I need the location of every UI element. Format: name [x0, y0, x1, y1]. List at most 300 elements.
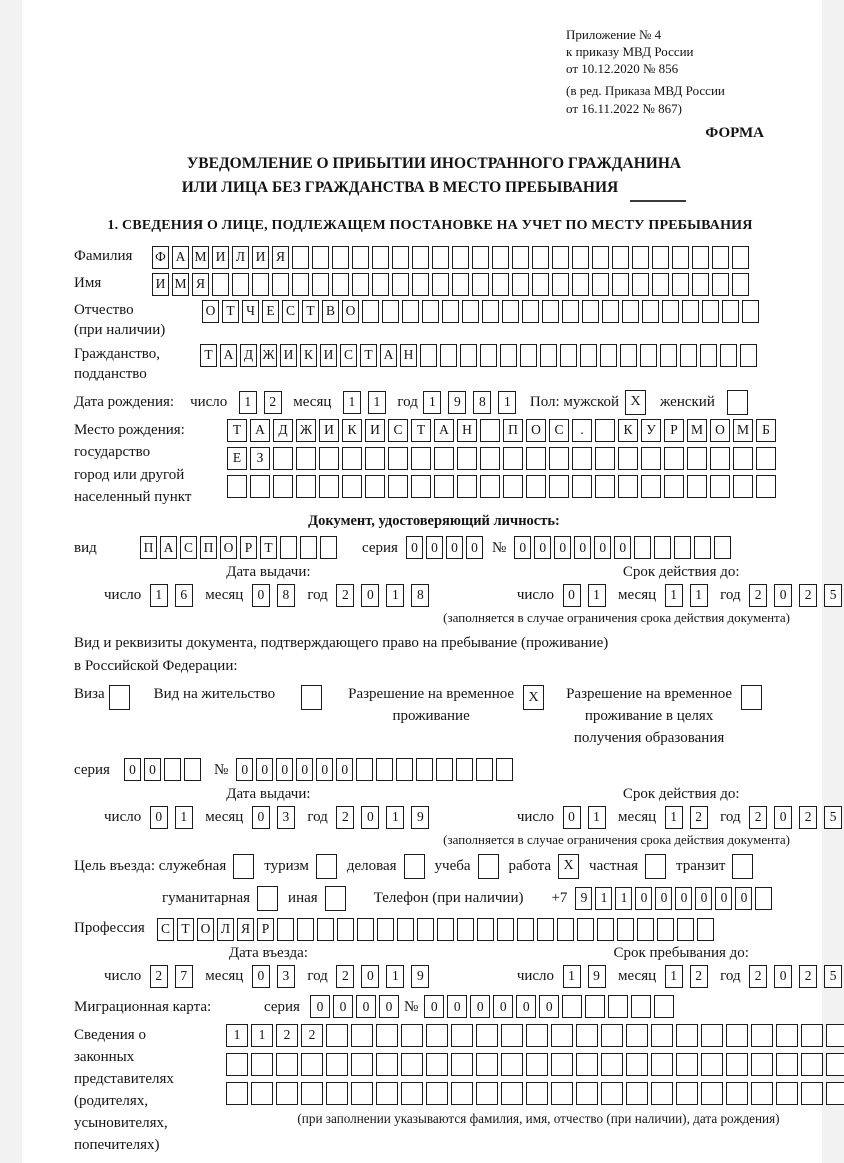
char-box[interactable]	[652, 273, 669, 296]
char-box[interactable]	[276, 1053, 298, 1076]
char-box[interactable]: 1	[239, 391, 257, 414]
char-box[interactable]	[542, 300, 559, 323]
char-box[interactable]	[460, 344, 477, 367]
char-box[interactable]	[618, 475, 638, 498]
char-box[interactable]	[388, 447, 408, 470]
char-box[interactable]: Е	[262, 300, 279, 323]
char-box[interactable]: М	[733, 419, 753, 442]
char-box[interactable]: Ж	[296, 419, 316, 442]
birth-day-boxes[interactable]	[235, 391, 285, 414]
stay-day-boxes[interactable]	[559, 965, 609, 988]
char-box[interactable]	[476, 1053, 498, 1076]
char-box[interactable]	[296, 475, 316, 498]
char-box[interactable]	[426, 1024, 448, 1047]
char-box[interactable]	[432, 273, 449, 296]
doc-type-boxes[interactable]	[140, 536, 340, 559]
char-box[interactable]	[756, 447, 776, 470]
char-box[interactable]: 0	[150, 806, 168, 829]
char-box[interactable]	[342, 475, 362, 498]
char-box[interactable]: X	[625, 390, 646, 415]
char-box[interactable]: 0	[675, 887, 692, 910]
residence-number-boxes[interactable]	[236, 758, 516, 781]
char-box[interactable]	[457, 475, 477, 498]
char-box[interactable]	[517, 918, 534, 941]
char-box[interactable]	[676, 1053, 698, 1076]
char-box[interactable]	[503, 475, 523, 498]
char-box[interactable]: О	[202, 300, 219, 323]
char-box[interactable]: З	[250, 447, 270, 470]
char-box[interactable]: Е	[227, 447, 247, 470]
char-box[interactable]	[664, 447, 684, 470]
char-box[interactable]	[651, 1024, 673, 1047]
char-box[interactable]	[432, 246, 449, 269]
char-box[interactable]: 9	[588, 965, 606, 988]
char-box[interactable]: Р	[664, 419, 684, 442]
char-box[interactable]: 0	[539, 995, 559, 1018]
char-box[interactable]: 0	[735, 887, 752, 910]
char-box[interactable]	[520, 344, 537, 367]
char-box[interactable]	[501, 1053, 523, 1076]
char-box[interactable]: 0	[774, 584, 792, 607]
char-box[interactable]	[751, 1053, 773, 1076]
char-box[interactable]	[365, 447, 385, 470]
char-box[interactable]: 1	[498, 391, 516, 414]
char-box[interactable]: 0	[424, 995, 444, 1018]
char-box[interactable]	[645, 854, 666, 879]
char-box[interactable]	[733, 447, 753, 470]
char-box[interactable]: 0	[124, 758, 141, 781]
char-box[interactable]	[426, 1053, 448, 1076]
char-box[interactable]: О	[526, 419, 546, 442]
char-box[interactable]	[526, 1053, 548, 1076]
char-box[interactable]: Я	[237, 918, 254, 941]
char-box[interactable]	[776, 1082, 798, 1105]
char-box[interactable]	[312, 273, 329, 296]
phone-boxes[interactable]	[575, 887, 775, 910]
char-box[interactable]: 0	[574, 536, 591, 559]
char-box[interactable]	[351, 1053, 373, 1076]
char-box[interactable]: 0	[252, 965, 270, 988]
char-box[interactable]	[726, 1024, 748, 1047]
char-box[interactable]	[608, 995, 628, 1018]
char-box[interactable]: 1	[175, 806, 193, 829]
char-box[interactable]	[212, 273, 229, 296]
char-box[interactable]	[411, 447, 431, 470]
char-box[interactable]	[332, 273, 349, 296]
visa-checkbox[interactable]	[109, 685, 130, 710]
char-box[interactable]: 2	[336, 806, 354, 829]
stay-month-boxes[interactable]	[661, 965, 711, 988]
char-box[interactable]: 0	[379, 995, 399, 1018]
char-box[interactable]	[351, 1024, 373, 1047]
char-box[interactable]	[512, 246, 529, 269]
char-box[interactable]	[417, 918, 434, 941]
char-box[interactable]: Н	[457, 419, 477, 442]
char-box[interactable]: С	[180, 536, 197, 559]
char-box[interactable]	[676, 1024, 698, 1047]
char-box[interactable]	[577, 918, 594, 941]
sex-female-checkbox[interactable]	[727, 390, 748, 415]
char-box[interactable]	[674, 536, 691, 559]
char-box[interactable]	[801, 1053, 823, 1076]
char-box[interactable]	[326, 1082, 348, 1105]
char-box[interactable]: 1	[588, 584, 606, 607]
char-box[interactable]: Т	[200, 344, 217, 367]
char-box[interactable]: И	[365, 419, 385, 442]
char-box[interactable]: М	[192, 246, 209, 269]
char-box[interactable]	[501, 1082, 523, 1105]
char-box[interactable]: 9	[448, 391, 466, 414]
char-box[interactable]	[472, 273, 489, 296]
char-box[interactable]	[602, 300, 619, 323]
char-box[interactable]	[476, 758, 493, 781]
char-box[interactable]	[472, 246, 489, 269]
char-box[interactable]	[437, 918, 454, 941]
char-box[interactable]: Т	[260, 536, 277, 559]
char-box[interactable]: Б	[756, 419, 776, 442]
char-box[interactable]	[497, 918, 514, 941]
char-box[interactable]: 8	[473, 391, 491, 414]
char-box[interactable]: 2	[690, 806, 708, 829]
char-box[interactable]	[402, 300, 419, 323]
char-box[interactable]	[595, 419, 615, 442]
char-box[interactable]	[277, 918, 294, 941]
char-box[interactable]: 1	[665, 584, 683, 607]
char-box[interactable]: 1	[226, 1024, 248, 1047]
char-box[interactable]: А	[434, 419, 454, 442]
char-box[interactable]: 0	[563, 806, 581, 829]
char-box[interactable]	[501, 1024, 523, 1047]
char-box[interactable]	[452, 273, 469, 296]
char-box[interactable]: 0	[466, 536, 483, 559]
char-box[interactable]: Д	[240, 344, 257, 367]
residence-valid-year-boxes[interactable]	[746, 806, 844, 829]
char-box[interactable]	[617, 918, 634, 941]
char-box[interactable]	[732, 854, 753, 879]
char-box[interactable]	[456, 758, 473, 781]
char-box[interactable]	[226, 1053, 248, 1076]
char-box[interactable]: 0	[635, 887, 652, 910]
char-box[interactable]	[826, 1082, 844, 1105]
char-box[interactable]	[532, 246, 549, 269]
char-box[interactable]	[280, 536, 297, 559]
char-box[interactable]: Я	[272, 246, 289, 269]
char-box[interactable]	[457, 918, 474, 941]
char-box[interactable]: М	[172, 273, 189, 296]
residence-issue-year-boxes[interactable]	[333, 806, 433, 829]
char-box[interactable]	[657, 918, 674, 941]
char-box[interactable]	[232, 273, 249, 296]
purpose-work-checkbox[interactable]	[558, 854, 579, 879]
surname-boxes[interactable]	[152, 246, 752, 269]
char-box[interactable]: Т	[227, 419, 247, 442]
char-box[interactable]	[233, 854, 254, 879]
char-box[interactable]	[480, 475, 500, 498]
char-box[interactable]	[396, 758, 413, 781]
char-box[interactable]: И	[320, 344, 337, 367]
char-box[interactable]	[526, 1082, 548, 1105]
char-box[interactable]	[300, 536, 317, 559]
char-box[interactable]: 1	[665, 806, 683, 829]
sex-male-checkbox[interactable]	[625, 390, 646, 415]
char-box[interactable]	[551, 1053, 573, 1076]
char-box[interactable]: Т	[360, 344, 377, 367]
char-box[interactable]	[562, 300, 579, 323]
char-box[interactable]	[572, 273, 589, 296]
char-box[interactable]: 0	[333, 995, 353, 1018]
char-box[interactable]: 2	[336, 965, 354, 988]
birth-place-row-3[interactable]	[227, 475, 779, 498]
char-box[interactable]	[712, 246, 729, 269]
rvp-checkbox[interactable]	[523, 685, 544, 710]
doc-series-boxes[interactable]	[406, 536, 486, 559]
char-box[interactable]: 0	[516, 995, 536, 1018]
char-box[interactable]: 2	[301, 1024, 323, 1047]
char-box[interactable]: О	[342, 300, 359, 323]
char-box[interactable]	[741, 685, 762, 710]
char-box[interactable]	[677, 918, 694, 941]
char-box[interactable]	[392, 246, 409, 269]
char-box[interactable]: О	[220, 536, 237, 559]
char-box[interactable]	[476, 1082, 498, 1105]
char-box[interactable]: И	[252, 246, 269, 269]
char-box[interactable]	[726, 1053, 748, 1076]
char-box[interactable]	[301, 685, 322, 710]
char-box[interactable]: 1	[368, 391, 386, 414]
char-box[interactable]	[412, 246, 429, 269]
char-box[interactable]: С	[282, 300, 299, 323]
char-box[interactable]	[500, 344, 517, 367]
char-box[interactable]	[710, 447, 730, 470]
char-box[interactable]	[319, 475, 339, 498]
char-box[interactable]	[572, 475, 592, 498]
char-box[interactable]: А	[380, 344, 397, 367]
char-box[interactable]: Л	[232, 246, 249, 269]
char-box[interactable]	[273, 447, 293, 470]
char-box[interactable]: 0	[252, 806, 270, 829]
char-box[interactable]: 3	[277, 806, 295, 829]
issue-month-boxes[interactable]	[248, 584, 298, 607]
char-box[interactable]: 0	[426, 536, 443, 559]
char-box[interactable]	[540, 344, 557, 367]
char-box[interactable]	[620, 344, 637, 367]
char-box[interactable]: 2	[276, 1024, 298, 1047]
char-box[interactable]: Я	[192, 273, 209, 296]
char-box[interactable]	[404, 854, 425, 879]
char-box[interactable]	[496, 758, 513, 781]
char-box[interactable]: 8	[411, 584, 429, 607]
char-box[interactable]	[727, 390, 748, 415]
char-box[interactable]	[626, 1053, 648, 1076]
char-box[interactable]	[618, 447, 638, 470]
char-box[interactable]: 0	[256, 758, 273, 781]
char-box[interactable]	[382, 300, 399, 323]
char-box[interactable]	[319, 447, 339, 470]
char-box[interactable]: 0	[144, 758, 161, 781]
valid-year-boxes[interactable]	[746, 584, 844, 607]
char-box[interactable]	[480, 344, 497, 367]
char-box[interactable]	[451, 1024, 473, 1047]
char-box[interactable]	[480, 447, 500, 470]
char-box[interactable]: 0	[470, 995, 490, 1018]
char-box[interactable]	[276, 1082, 298, 1105]
char-box[interactable]: 7	[175, 965, 193, 988]
char-box[interactable]	[776, 1024, 798, 1047]
char-box[interactable]: 2	[799, 806, 817, 829]
char-box[interactable]	[552, 246, 569, 269]
purpose-business-checkbox[interactable]	[404, 854, 425, 879]
char-box[interactable]: 0	[361, 806, 379, 829]
char-box[interactable]	[634, 536, 651, 559]
char-box[interactable]	[316, 854, 337, 879]
purpose-tourism-checkbox[interactable]	[316, 854, 337, 879]
char-box[interactable]	[776, 1053, 798, 1076]
char-box[interactable]	[342, 447, 362, 470]
char-box[interactable]: 0	[655, 887, 672, 910]
char-box[interactable]: 0	[236, 758, 253, 781]
char-box[interactable]	[672, 273, 689, 296]
char-box[interactable]: 1	[690, 584, 708, 607]
char-box[interactable]	[632, 273, 649, 296]
char-box[interactable]: 0	[356, 995, 376, 1018]
char-box[interactable]	[687, 447, 707, 470]
char-box[interactable]: 3	[277, 965, 295, 988]
char-box[interactable]	[600, 344, 617, 367]
char-box[interactable]	[401, 1024, 423, 1047]
char-box[interactable]	[362, 300, 379, 323]
char-box[interactable]: 2	[749, 584, 767, 607]
char-box[interactable]	[733, 475, 753, 498]
char-box[interactable]	[351, 1082, 373, 1105]
char-box[interactable]	[572, 246, 589, 269]
char-box[interactable]: 6	[175, 584, 193, 607]
char-box[interactable]	[595, 475, 615, 498]
char-box[interactable]: И	[319, 419, 339, 442]
char-box[interactable]: 1	[563, 965, 581, 988]
residence-permit-checkbox[interactable]	[301, 685, 322, 710]
migration-number-boxes[interactable]	[424, 995, 677, 1018]
char-box[interactable]: А	[172, 246, 189, 269]
char-box[interactable]	[477, 918, 494, 941]
char-box[interactable]	[601, 1082, 623, 1105]
purpose-other-checkbox[interactable]	[325, 886, 346, 911]
char-box[interactable]	[697, 918, 714, 941]
char-box[interactable]	[612, 246, 629, 269]
char-box[interactable]	[720, 344, 737, 367]
purpose-private-checkbox[interactable]	[645, 854, 666, 879]
char-box[interactable]	[537, 918, 554, 941]
char-box[interactable]	[296, 447, 316, 470]
char-box[interactable]: 2	[749, 806, 767, 829]
char-box[interactable]	[756, 475, 776, 498]
char-box[interactable]	[654, 995, 674, 1018]
char-box[interactable]	[352, 273, 369, 296]
char-box[interactable]	[320, 536, 337, 559]
char-box[interactable]: П	[200, 536, 217, 559]
char-box[interactable]	[401, 1082, 423, 1105]
char-box[interactable]: К	[618, 419, 638, 442]
char-box[interactable]	[687, 475, 707, 498]
char-box[interactable]: 1	[588, 806, 606, 829]
char-box[interactable]: 0	[715, 887, 732, 910]
char-box[interactable]	[532, 273, 549, 296]
purpose-transit-checkbox[interactable]	[732, 854, 753, 879]
char-box[interactable]	[732, 273, 749, 296]
residence-series-boxes[interactable]	[124, 758, 204, 781]
char-box[interactable]: 0	[514, 536, 531, 559]
char-box[interactable]	[251, 1053, 273, 1076]
purpose-study-checkbox[interactable]	[478, 854, 499, 879]
char-box[interactable]: 1	[423, 391, 441, 414]
char-box[interactable]: А	[250, 419, 270, 442]
char-box[interactable]: 0	[296, 758, 313, 781]
char-box[interactable]	[482, 300, 499, 323]
char-box[interactable]	[492, 273, 509, 296]
entry-month-boxes[interactable]	[248, 965, 298, 988]
char-box[interactable]	[442, 300, 459, 323]
char-box[interactable]: И	[280, 344, 297, 367]
char-box[interactable]: 1	[251, 1024, 273, 1047]
char-box[interactable]	[652, 246, 669, 269]
char-box[interactable]	[826, 1053, 844, 1076]
char-box[interactable]	[580, 344, 597, 367]
char-box[interactable]: 0	[447, 995, 467, 1018]
char-box[interactable]	[522, 300, 539, 323]
char-box[interactable]	[740, 344, 757, 367]
char-box[interactable]: 0	[695, 887, 712, 910]
char-box[interactable]	[642, 300, 659, 323]
char-box[interactable]: С	[340, 344, 357, 367]
issue-year-boxes[interactable]	[333, 584, 433, 607]
char-box[interactable]	[601, 1053, 623, 1076]
char-box[interactable]	[641, 475, 661, 498]
char-box[interactable]: 5	[824, 965, 842, 988]
char-box[interactable]	[356, 758, 373, 781]
purpose-official-checkbox[interactable]	[233, 854, 254, 879]
char-box[interactable]	[742, 300, 759, 323]
char-box[interactable]	[682, 300, 699, 323]
char-box[interactable]	[549, 447, 569, 470]
char-box[interactable]	[164, 758, 181, 781]
char-box[interactable]	[595, 447, 615, 470]
char-box[interactable]: X	[558, 854, 579, 879]
char-box[interactable]	[660, 344, 677, 367]
char-box[interactable]: А	[160, 536, 177, 559]
char-box[interactable]: С	[388, 419, 408, 442]
char-box[interactable]	[301, 1082, 323, 1105]
char-box[interactable]	[250, 475, 270, 498]
char-box[interactable]	[376, 1024, 398, 1047]
birth-place-row-1[interactable]	[227, 419, 779, 442]
stay-year-boxes[interactable]	[746, 965, 844, 988]
char-box[interactable]: К	[342, 419, 362, 442]
char-box[interactable]	[626, 1082, 648, 1105]
char-box[interactable]	[377, 918, 394, 941]
firstname-boxes[interactable]	[152, 273, 752, 296]
char-box[interactable]: 1	[595, 887, 612, 910]
char-box[interactable]	[664, 475, 684, 498]
char-box[interactable]: 2	[150, 965, 168, 988]
char-box[interactable]	[651, 1053, 673, 1076]
char-box[interactable]	[434, 447, 454, 470]
char-box[interactable]	[440, 344, 457, 367]
char-box[interactable]: X	[523, 685, 544, 710]
char-box[interactable]: Т	[302, 300, 319, 323]
char-box[interactable]	[436, 758, 453, 781]
char-box[interactable]: 1	[150, 584, 168, 607]
char-box[interactable]	[597, 918, 614, 941]
migration-series-boxes[interactable]	[310, 995, 402, 1018]
